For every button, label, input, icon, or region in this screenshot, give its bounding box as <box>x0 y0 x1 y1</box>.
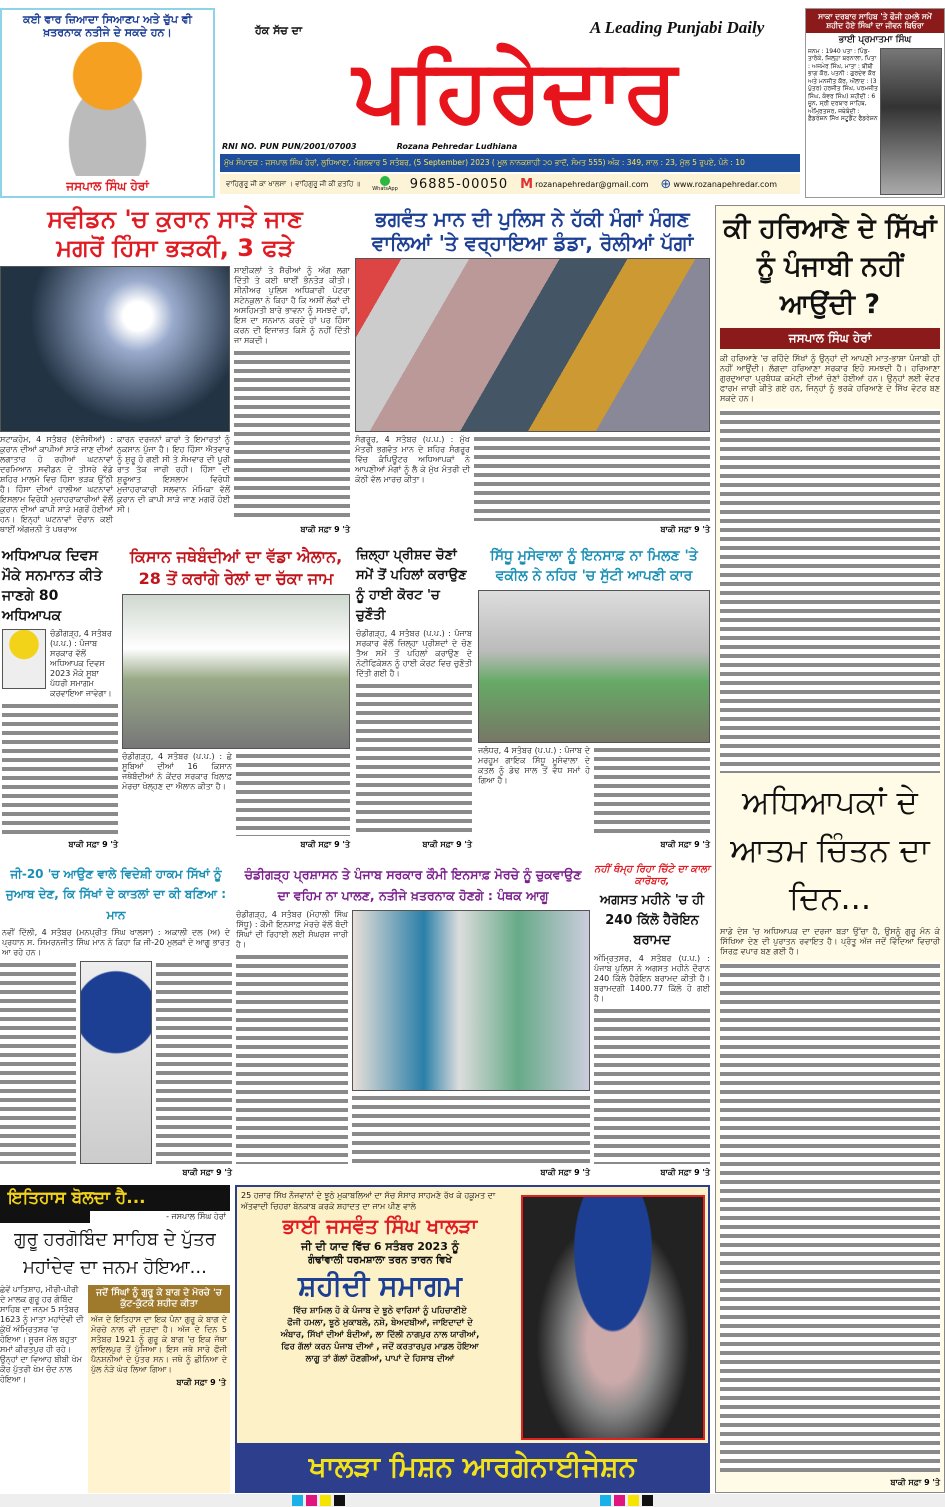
police-protest-photo <box>355 258 710 432</box>
history-body-row <box>0 1285 230 1493</box>
header-info-block <box>220 142 800 194</box>
ad-intro: 25 ਹਜ਼ਾਰ ਸਿੱਖ ਨੌਜਵਾਨਾਂ ਦੇ ਝੂਠੇ ਮੁਕਾਬਲਿਆਂ ਦਾ ਸੱਚ ਸੰਸਾਰ ਸਾਹਮਣੇ ਰੱਖ ਕੇ ਹਕੂਮਤ ਦਾ ਅੱਤਵਾਦੀ ਚਿਹਰਾ ਬੇਨਕਾਬ ਕਰਕੇ ਸ਼ਹਾਦਤ ਦਾ ਜਾਮ ਪੀਣ ਵਾਲੇ <box>241 1191 496 1211</box>
ad-venue: ਗੰਢਾਂਵਾਲੀ ਧਰਮਸ਼ਾਲਾ ਤਰਨ ਤਾਰਨ ਵਿਖੇ <box>308 1255 452 1267</box>
kisan-continued[interactable]: ਬਾਕੀ ਸਫ਼ਾ 9 'ਤੇ <box>300 840 350 849</box>
sweden-right <box>234 266 350 535</box>
khalra-ad <box>235 1185 710 1493</box>
morcha-headline: ਚੰਡੀਗੜ੍ਹ ਪ੍ਰਸ਼ਾਸਨ ਤੇ ਪੰਜਾਬ ਸਰਕਾਰ ਕੌਮੀ ਇਨਸਾਫ਼ ਮੋਰਚੇ ਨੂੰ ਚੁਕਵਾਉਣ ਦਾ ਵਹਿਮ ਨਾ ਪਾਲਣ, ਨਤੀਜੇ ਖ਼ਤਰਨਾਕ ਹੋਣਗੇ : ਪੰਥਕ ਆਗੂ <box>244 867 582 904</box>
greeting: ਵਾਹਿਗੁਰੂ ਜੀ ਕਾ ਖਾਲਸਾ । ਵਾਹਿਗੁਰੂ ਜੀ ਕੀ ਫ਼ਤਹਿ ॥ <box>226 179 361 188</box>
teachers-editorial-lines <box>720 962 940 1472</box>
print-registration-marks <box>0 1494 945 1507</box>
police-right <box>474 435 710 535</box>
history-banner <box>0 1185 230 1223</box>
heroin-continued[interactable]: ਬਾਕੀ ਸਫ਼ਾ 9 'ਤੇ <box>660 1168 710 1177</box>
editorial-column <box>715 205 945 1493</box>
black-mark <box>334 1495 345 1506</box>
martyr-bio-row <box>806 48 944 197</box>
zila-body-lines <box>356 682 472 836</box>
email-link[interactable]: rozanapehredar@gmail.com <box>535 179 649 189</box>
morcha-story <box>236 864 590 1178</box>
magenta-mark <box>614 1495 625 1506</box>
magenta-mark <box>306 1495 317 1506</box>
sidhu-story <box>478 546 710 850</box>
ad-event-title: ਸ਼ਹੀਦੀ ਸਮਾਗਮ <box>298 1269 462 1303</box>
teachers-day-lines <box>2 702 118 836</box>
history-byline: - ਜਸਪਾਲ ਸਿੰਘ ਹੇਰਾਂ <box>90 1211 230 1223</box>
history-body: ਛੇਵੇਂ ਪਾਤਿਸ਼ਾਹ, ਮੀਰੀ-ਪੀਰੀ ਦੇ ਮਾਲਕ ਗੁਰੂ ਹਰ ਗੋਬਿੰਦ ਸਾਹਿਬ ਦਾ ਜਨਮ 5 ਸਤੰਬਰ 1623 ਨੂੰ ਮਾਤਾ ਮਹਾਂਦੇਵੀ ਦੀ ਕੁੱਖੋਂ ਅੰਮ੍ਰਿਤਸਰ 'ਚ ਹੋਇਆ। ਸੂਰਜ ਮੱਲ ਬਹੁਤਾ ਸਮਾਂ ਕੀਰਤਪੁਰ ਹੀ ਰਹੇ। ਉਨ੍ਹਾਂ ਦਾ ਵਿਆਹ ਬੀਬੀ ਖੇਮ ਕੌਰ ਪੁੱਤਰੀ ਖੇਮ ਚੰਦ ਨਾਲ ਹੋਇਆ। <box>0 1285 84 1384</box>
sweden-story <box>0 205 350 535</box>
morcha-left <box>236 910 348 1165</box>
martyr-name: ਭਾਈ ਪ੍ਰਮਾਤਮਾ ਸਿੰਘ <box>838 35 912 45</box>
heroin-headline: ਅਗਸਤ ਮਹੀਨੇ 'ਚ ਹੀ 240 ਕਿੱਲੋ ਹੈਰੋਇਨ ਬਰਾਮਦ <box>600 893 704 948</box>
editor-name: ਜਸਪਾਲ ਸਿੰਘ ਹੇਰਾਂ <box>66 178 149 193</box>
info-bar: ਮੁੱਖ ਸੰਪਾਦਕ : ਜਸਪਾਲ ਸਿੰਘ ਹੇਰਾਂ, ਲੁਧਿਆਣਾ, ਮੰਗਲਵਾਰ 5 ਸਤੰਬਰ, (5 September) 2023 ( ਮੂਲ ਨਾਨਕਸ਼ਾਹੀ ੨੦ ਭਾਦੋਂ, ਸੰਮਤ 555) ਅੰਕ : 349, ਸਾਲ : 23, ਮੁੱਲ 5 ਰੁਪਏ, ਪੰਨੇ : 10 <box>220 154 800 172</box>
martyr-box-title: ਸਾਕਾ ਦਰਬਾਰ ਸਾਹਿਬ 'ਤੇ ਫੌਜੀ ਹਮਲੇ ਸਮੇਂ ਸ਼ਹੀਦ ਹੋਏ ਸਿੰਘਾਂ ਦਾ ਜੀਵਨ ਬਿਓਰਾ <box>806 9 944 33</box>
g20-story <box>0 864 232 1178</box>
car-in-canal-photo <box>478 590 710 743</box>
morcha-gathering-photo <box>352 910 590 1092</box>
tagline: ਹੱਕ ਸੱਚ ਦਾ <box>255 24 303 37</box>
sweden-body: ਸਟਾਕਹੋਮ, 4 ਸਤੰਬਰ (ਏਜੰਸੀਆਂ) : ਕੁਰਾਨ ਦੀਆਂ ਕਾਪੀਆਂ ਸਾੜੇ ਜਾਣ ਦੀਆਂ ਲਗਾਤਾਰ ਹੋ ਰਹੀਆਂ ਘਟਨਾਵਾਂ ਦਰਮਿਆਨ ਸਵੀਡਨ ਦੇ ਤੀਸਰੇ ਵੱਡੇ ਸ਼ਹਿਰ ਮਾਲਮੋ ਵਿਚ ਹਿੰਸਾ ਭੜਕ ਉੱਠੀ ਹੈ। ਹਿੰਸਾ ਦੀਆਂ ਹਾਲੀਆ ਘਟਨਾਵਾਂ ਇਸਲਾਮ ਵਿਰੋਧੀ ਮੁਜ਼ਾਹਰਾਕਾਰੀਆਂ ਵੱਲੋਂ ਕੁਰਾਨ ਦੀਆਂ ਕਾਪੀ ਸਾੜੇ ਮਗਰੋਂ ਹੋਈਆਂ ਹਨ। ਇਨ੍ਹਾਂ ਘਟਨਾਵਾਂ ਦੌਰਾਨ ਕਈ ਥਾਈਂ ਅੱਗਜ਼ਨੀ ਤੇ ਪਥਰਾਅ <box>0 435 113 534</box>
sweden-headline: ਸਵੀਡਨ 'ਚ ਕੁਰਾਨ ਸਾੜੇ ਜਾਣ ਮਗਰੋਂ ਹਿੰਸਾ ਭੜਕੀ, 3 ਫੜੇ <box>47 205 303 262</box>
guru-ka-bagh-box <box>88 1285 230 1493</box>
whatsapp-icon <box>380 176 390 186</box>
kisan-text-row <box>122 752 350 836</box>
zila-story <box>356 546 472 850</box>
edition-label: Rozana Pehredar Ludhiana <box>396 142 518 151</box>
guru-ka-bagh-body: ਅੱਜ ਦੇ ਇਤਿਹਾਸ ਦਾ ਇਕ ਪੰਨਾ ਗੁਰੂ ਕੇ ਬਾਗ ਦੇ ਮੋਰਚੇ ਨਾਲ ਵੀ ਜੁੜਦਾ ਹੈ। ਅੱਜ ਦੇ ਦਿਨ 5 ਸਤੰਬਰ 1921 ਨੂੰ ਗੁਰੂ ਕੇ ਬਾਗ 'ਚ ਇਕ ਜੱਥਾ ਲਾਇਲਪੁਰ ਤੋਂ ਪੁੱਜਿਆ। ਇਸ ਜਥੇ ਸਾਰੇ ਫੌਜੀ ਪੈਨਸ਼ਨੀਆਂ ਦੇ ਪੁੱਤਰ ਸਨ। ਜਥੇ ਨੂੰ ਛੀਨਿਆ ਦੇ ਪੁੱਲ ਨੇੜੇ ਘੇਰ ਲਿਆ ਗਿਆ। <box>91 1314 227 1374</box>
kisan-body-lines <box>236 752 350 836</box>
teachers-editorial-body: ਸਾਡੇ ਦੇਸ਼ 'ਚ ਅਧਿਆਪਕ ਦਾ ਦਰਜਾ ਬੜਾ ਉੱਚਾ ਹੈ, ਉਸਨੂੰ ਗੁਰੂ ਮੰਨ ਕੇ ਸਿੱਖਿਆ ਦੇਣ ਦੀ ਪੁਰਾਤਨ ਰਵਾਇਤ ਹੈ। ਪ੍ਰੰਤੂ ਅੱਜ ਜਦੋਂ ਵਿੱਦਿਆ ਵਿਚਾਰੀ ਸਿਰਫ਼ ਵਪਾਰ ਬਣ ਗਈ ਹੈ। <box>720 927 940 957</box>
cyan-mark <box>292 1495 303 1506</box>
left-editor-box <box>0 8 215 198</box>
sidhu-headline: ਸਿੱਧੂ ਮੂਸੇਵਾਲਾ ਨੂੰ ਇਨਸਾਫ਼ ਨਾ ਮਿਲਣ 'ਤੇ ਵਕੀਲ ਨੇ ਨਹਿਰ 'ਚ ਸੁੱਟੀ ਆਪਣੀ ਕਾਰ <box>490 548 698 585</box>
zila-headline: ਜ਼ਿਲ੍ਹਾ ਪ੍ਰੀਸ਼ਦ ਚੋਣਾਂ ਸਮੇਂ ਤੋਂ ਪਹਿਲਾਂ ਕਰਾਉਣ ਨੂੰ ਹਾਈ ਕੋਰਟ 'ਚ ਚੁਣੌਤੀ <box>356 548 467 623</box>
teachers-editorial-headline: ਅਧਿਆਪਕਾਂ ਦੇ ਆਤਮ ਚਿੰਤਨ ਦਾ ਦਿਨ... <box>730 783 930 918</box>
heroin-body-lines <box>594 1007 710 1164</box>
heroin-body: ਅੰਮ੍ਰਿਤਸਰ, 4 ਸਤੰਬਰ (ਪ.ਪ.) : ਪੰਜਾਬ ਪੁਲਿਸ ਨੇ ਅਗਸਤ ਮਹੀਨੇ ਦੌਰਾਨ 240 ਕਿੱਲੋ ਹੈਰੋਇਨ ਬਰਾਮਦ ਕੀਤੀ ਹੈ। ਬਰਾਮਦਗੀ 1400.77 ਕਿੱਲੋ ਹੋ ਗਈ ਹੈ। <box>594 954 710 1003</box>
morcha-continued[interactable]: ਬਾਕੀ ਸਫ਼ਾ 9 'ਤੇ <box>540 1168 590 1177</box>
editor-photo <box>40 42 175 175</box>
heroin-kicker: ਨਹੀਂ ਥੰਮ੍ਹ ਰਿਹਾ ਚਿੱਟੇ ਦਾ ਕਾਲਾ ਕਾਰੋਬਾਰ, <box>594 864 710 887</box>
police-body: ਸੰਗਰੂਰ, 4 ਸਤੰਬਰ (ਪ.ਪ.) : ਮੁੱਖ ਮੰਤਰੀ ਭਗਵੰਤ ਮਾਨ ਦੇ ਸ਼ਹਿਰ ਸੰਗਰੂਰ ਵਿੱਚ ਕੰਪਿਊਟਰ ਅਧਿਆਪਕਾਂ ਨੇ ਆਪਣੀਆਂ ਮੰਗਾਂ ਨੂੰ ਲੈ ਕੇ ਮੁੱਖ ਮੰਤਰੀ ਦੀ ਕੋਠੀ ਵੱਲ ਮਾਰਚ ਕੀਤਾ। <box>355 435 470 484</box>
kisan-headline: ਕਿਸਾਨ ਜਥੇਬੰਦੀਆਂ ਦਾ ਵੱਡਾ ਐਲਾਨ, 28 ਤੋਂ ਕਰਾਂਗੇ ਰੇਲਾਂ ਦਾ ਚੱਕਾ ਜਾਮ <box>129 547 343 589</box>
zila-continued[interactable]: ਬਾਕੀ ਸਫ਼ਾ 9 'ਤੇ <box>422 840 472 849</box>
martyr-bio-box <box>805 8 945 198</box>
sweden-body-2: ਕਾਰਨ ਦਰਜਨਾਂ ਕਾਰਾਂ ਤੇ ਇਮਾਰਤਾਂ ਨੂੰ ਨੁਕਸਾਨ ਪੁੱਜਾ ਹੈ। ਇਹ ਹਿੰਸਾ ਐਤਵਾਰ ਨੂੰ ਸ਼ੁਰੂ ਹੋ ਗਈ ਸੀ ਤੇ ਸੋਮਵਾਰ ਦੀ ਪੂਰੀ ਰਾਤ ਤੱਕ ਜਾਰੀ ਰਹੀ। ਹਿੰਸਾ ਦੀ ਸ਼ੁਰੂਆਤ ਇਸਲਾਮ ਵਿਰੋਧੀ ਮੁਜ਼ਾਹਰਾਕਾਰੀ ਸਲਵਾਨ ਮੋਮਿਕਾ ਵੱਲੋਂ ਕੁਰਾਨ ਦੀ ਕਾਪੀ ਸਾੜੇ ਜਾਣ ਮਗਰੋਂ ਹੋਈ ਸੀ। <box>117 435 230 514</box>
morcha-body-lines <box>236 953 348 1165</box>
kisan-story <box>122 546 350 850</box>
g20-body-lines-right <box>156 961 232 1164</box>
morcha-right <box>352 910 590 1165</box>
editorial-byline: ਜਸਪਾਲ ਸਿੰਘ ਹੇਰਾਂ <box>720 328 940 348</box>
morcha-body-lines-2 <box>352 1094 590 1164</box>
cyan-mark <box>600 1495 611 1506</box>
yellow-mark <box>628 1495 639 1506</box>
ad-martyr-name: ਭਾਈ ਜਸਵੰਤ ਸਿੰਘ ਖਾਲੜਾ <box>282 1214 478 1238</box>
rni-number: RNI NO. PUN PUN/2001/07003 <box>222 142 357 151</box>
heroin-story <box>594 864 710 1178</box>
martyr-photo <box>880 48 942 195</box>
police-story <box>355 207 710 535</box>
sidhu-body-lines <box>594 746 710 836</box>
sweden-body-lines <box>234 349 350 521</box>
sidhu-text-row <box>478 746 710 836</box>
police-headline: ਭਗਵੰਤ ਮਾਨ ਦੀ ਪੁਲਿਸ ਨੇ ਹੱਕੀ ਮੰਗਾਂ ਮੰਗਣ ਵਾਲਿਆਂ 'ਤੇ ਵਰ੍ਹਾਇਆ ਡੰਡਾ, ਰੋਲੀਆਂ ਪੱਗਾਂ <box>371 207 694 255</box>
teachers-day-headline: ਅਧਿਆਪਕ ਦਿਵਸ ਮੌਕੇ ਸਨਮਾਨਤ ਕੀਤੇ ਜਾਣਗੇ 80 ਅਧਿਆਪਕ <box>2 548 103 624</box>
g20-body: ਨਵੀਂ ਦਿੱਲੀ, 4 ਸਤੰਬਰ (ਮਨਪ੍ਰੀਤ ਸਿੰਘ ਖਾਲਸਾ) : ਅਕਾਲੀ ਦਲ (ਅ) ਦੇ ਪ੍ਰਧਾਨ ਸ. ਸਿਮਰਨਜੀਤ ਸਿੰਘ ਮਾਨ ਨੇ ਕਿਹਾ ਕਿ ਜੀ-20 ਮੁਲਕਾਂ ਦੇ ਆਗੂ ਭਾਰਤ ਆ ਰਹੇ ਹਨ। <box>2 928 230 958</box>
ad-khalra-photo <box>521 1195 705 1440</box>
masthead-logo: ਪਹਿਰੇਦਾਰ <box>352 41 678 141</box>
history-continued[interactable]: ਬਾਕੀ ਸਫ਼ਾ 9 'ਤੇ <box>176 1377 226 1387</box>
teachers-day-story <box>2 546 118 850</box>
sweden-text-row <box>0 435 230 535</box>
whatsapp-badge <box>372 176 398 192</box>
editorial-headline: ਕੀ ਹਰਿਆਣੇ ਦੇ ਸਿੱਖਾਂ ਨੂੰ ਪੰਜਾਬੀ ਨਹੀਂ ਆਉਂਦੀ ? <box>723 213 937 320</box>
website-link[interactable]: www.rozanapehredar.com <box>673 179 778 189</box>
police-continued[interactable]: ਬਾਕੀ ਸਫ਼ਾ 9 'ਤੇ <box>660 525 710 534</box>
teachers-official-photo <box>2 629 46 689</box>
black-mark <box>642 1495 653 1506</box>
police-body-lines <box>474 435 710 521</box>
ad-text-column <box>241 1190 519 1442</box>
editor-quote: ਕਈ ਵਾਰ ਜ਼ਿਆਦਾ ਸਿਆਣਪ ਅਤੇ ਚੁੱਪ ਵੀ ਖ਼ਤਰਨਾਕ ਨਤੀਜੇ ਦੇ ਸਕਦੇ ਹਨ। <box>23 13 192 40</box>
kisan-body: ਚੰਡੀਗੜ੍ਹ, 4 ਸਤੰਬਰ (ਪ.ਪ.) : ਛੇ ਸੂਬਿਆਂ ਦੀਆਂ 16 ਕਿਸਾਨ ਜਥੇਬੰਦੀਆਂ ਨੇ ਕੇਂਦਰ ਸਰਕਾਰ ਖ਼ਿਲਾਫ਼ ਮੋਰਚਾ ਖੋਲ੍ਹਣ ਦਾ ਐਲਾਨ ਕੀਤਾ ਹੈ। <box>122 752 232 791</box>
g20-continued[interactable]: ਬਾਕੀ ਸਫ਼ਾ 9 'ਤੇ <box>182 1168 232 1177</box>
history-banner-title: ਇਤਿਹਾਸ ਬੋਲਦਾ ਹੈ... <box>8 1188 146 1208</box>
g20-photo-row <box>0 961 232 1164</box>
history-headline: ਗੁਰੂ ਹਰਗੋਬਿੰਦ ਸਾਹਿਬ ਦੇ ਪੁੱਤਰ ਮਹਾਂਦੇਵ ਦਾ ਜਨਮ ਹੋਇਆ... <box>14 1229 216 1278</box>
zila-body: ਚੰਡੀਗੜ੍ਹ, 4 ਸਤੰਬਰ (ਪ.ਪ.) : ਪੰਜਾਬ ਸਰਕਾਰ ਵੱਲੋਂ ਜ਼ਿਲ੍ਹਾ ਪ੍ਰੀਸ਼ਦਾਂ ਦੇ ਚੋਣ ਤੈਅ ਸਮੇਂ ਤੋਂ ਪਹਿਲਾਂ ਕਰਾਉਣ ਦੇ ਨੋਟੀਫਿਕੇਸ਼ਨ ਨੂੰ ਹਾਈ ਕੋਰਟ ਵਿਚ ਚੁਣੌਤੀ ਦਿੱਤੀ ਗਈ ਹੈ। <box>356 629 472 678</box>
sidhu-body: ਜਲੰਧਰ, 4 ਸਤੰਬਰ (ਪ.ਪ.) : ਪੰਜਾਬ ਦੇ ਮਰਹੂਮ ਗਾਇਕ ਸਿੱਧੂ ਮੂਸੇਵਾਲਾ ਦੇ ਕਤਲ ਨੂੰ ਡੇਢ ਸਾਲ ਤੋਂ ਵੱਧ ਸਮਾਂ ਹੋ ਗਿਆ ਹੈ। <box>478 746 590 785</box>
sweden-left <box>0 266 230 535</box>
ad-date-line: ਜੀ ਦੀ ਯਾਦ ਵਿੱਚ 6 ਸਤੰਬਰ 2023 ਨੂੰ <box>301 1240 459 1253</box>
editorial-body-lines <box>720 409 940 773</box>
morcha-body-row <box>236 910 590 1165</box>
g20-headline: ਜੀ-20 'ਚ ਆਉਣ ਵਾਲੇ ਵਿਦੇਸ਼ੀ ਹਾਕਮ ਸਿੱਖਾਂ ਨੂੰ ਜੁਆਬ ਦੇਣ, ਕਿ ਸਿੱਖਾਂ ਦੇ ਕਾਤਲਾਂ ਦਾ ਕੀ ਬਣਿਆ : ਮਾਨ <box>5 867 227 922</box>
whatsapp-label: WhatsApp <box>372 186 398 192</box>
police-text-row <box>355 435 710 535</box>
teachers-day-body: ਚੰਡੀਗੜ੍ਹ, 4 ਸਤੰਬਰ (ਪ.ਪ.) : ਪੰਜਾਬ ਸਰਕਾਰ ਵੱਲੋਂ ਅਧਿਆਪਕ ਦਿਵਸ 2023 ਮੌਕੇ ਸੂਬਾ ਪੱਧਰੀ ਸਮਾਗਮ ਕਰਵਾਇਆ ਜਾਵੇਗਾ। <box>50 629 112 698</box>
sweden-riot-photo <box>0 266 230 432</box>
teachers-day-continued[interactable]: ਬਾਕੀ ਸਫ਼ਾ 9 'ਤੇ <box>68 840 118 849</box>
rni-row <box>220 142 800 152</box>
yellow-mark <box>320 1495 331 1506</box>
sweden-body-area <box>0 266 350 535</box>
g20-body-lines-left <box>0 961 76 1164</box>
sidhu-continued[interactable]: ਬਾਕੀ ਸਫ਼ਾ 9 'ਤੇ <box>660 840 710 849</box>
martyr-bio: ਜਨਮ : 1940 ਪਤਾ : ਪਿੰਡ- ਤਾਰੋਕੇ, ਜ਼ਿਲ੍ਹਾ ਬਰਨਾਲਾ, ਪਿਤਾ : ਅਜਮੇਰ ਸਿੰਘ, ਮਾਤਾ : ਬੀਬੀ ਭਾਗ ਕੌਰ, ਪਤਨੀ : ਗੁਰਦੇਵ ਕੌਰ ਅਤੇ ਮਨਜੀਤ ਕੌਰ, ਔਲਾਦ : (3 ਪੁੱਤਰ) ਹਰਜੀਤ ਸਿੰਘ, ਪਰਮਜੀਤ ਸਿੰਘ, ਕੰਵਰ ਸਿੰਘ) ਸ਼ਹੀਦੀ : 6 ਜੂਨ, ਸ੍ਰੀ ਦਰਬਾਰ ਸਾਹਿਬ, ਅੰਮ੍ਰਿਤਸਰ, ਜਥੇਬੰਦੀ : ਫ਼ੈਡਰੇਸ਼ਨ ਸਿੱਖ ਸਟੂਡੈਂਟ ਫੈਡਰੇਸ਼ਨ <box>808 47 878 123</box>
phone-number[interactable]: 96885-00050 <box>409 176 509 192</box>
editorial-continued[interactable]: ਬਾਕੀ ਸਫ਼ਾ 9 'ਤੇ <box>890 1478 940 1488</box>
ad-organization: ਖਾਲੜਾ ਮਿਸ਼ਨ ਆਰਗੇਨਾਈਜੇਸ਼ਨ <box>237 1443 708 1491</box>
english-tagline: A Leading Punjabi Daily <box>590 18 765 37</box>
contact-strip <box>220 174 800 194</box>
guru-ka-bagh-title: ਜਦੋਂ ਸਿੰਘਾਂ ਨੂੰ ਗੁਰੂ ਕੇ ਬਾਗ ਦੇ ਮੋਰਚੇ 'ਚ ਕੁੱਟ-ਕੁੱਟਕੇ ਸ਼ਹੀਦ ਕੀਤਾ <box>88 1285 230 1313</box>
mann-portrait-photo <box>80 961 152 1164</box>
sweden-continued[interactable]: ਬਾਕੀ ਸਫ਼ਾ 9 'ਤੇ <box>300 525 350 534</box>
ad-lines: ਵਿੱਚ ਸ਼ਾਮਿਲ ਹੋ ਕੇ ਪੰਜਾਬ ਦੇ ਝੂਠੇ ਵਾਰਿਸਾਂ ਨੂੰ ਪਹਿਚਾਣੀਏ ਫੌਜੀ ਹਮਲਾ, ਝੂਠੇ ਮੁਕਾਬਲੇ, ਨਸ਼ੇ, ਬੇਅਦਬੀਆਂ, ਜਾਇਦਾਦਾਂ ਦੇ ਅੰਬਾਰ, ਸਿੱਖਾਂ ਦੀਆਂ ਬੰਦੀਆਂ, ਲਾ ਦਿੱਲੀ ਨਾਗਪੁਰ ਨਾਲ ਯਾਰੀਆਂ, ਫਿਰ ਗੱਲਾਂ ਕਰਨ ਪੰਜਾਬ ਦੀਆਂ , ਜਦੋਂ ਕਰਤਾਰਪੁਰ ਮਾਡਲ ਹੋਇਆ ਲਾਗੂ ਤਾਂ ਗੱਲਾਂ ਹੋਣਗੀਆਂ, ਪਾਪਾਂ ਦੇ ਹਿਸਾਬ ਦੀਆਂ <box>280 1305 480 1364</box>
teachers-day-row <box>2 629 118 699</box>
globe-icon: ⊕ <box>660 176 672 192</box>
morcha-body: ਚੰਡੀਗੜ੍ਹ, 4 ਸਤੰਬਰ (ਮੋਹਾਲੀ ਸਿੰਘ ਸਿੱਧੂ) : ਕੌਮੀ ਇਨਸਾਫ਼ ਮੋਰਚੇ ਵੱਲੋਂ ਬੰਦੀ ਸਿੰਘਾਂ ਦੀ ਰਿਹਾਈ ਲਈ ਸੰਘਰਸ਼ ਜਾਰੀ ਹੈ। <box>236 909 348 949</box>
sweden-body-3: ਸਾਈਕਲਾਂ ਤੇ ਸ਼ੈਰੀਆਂ ਨੂੰ ਅੱਗ ਲਗਾ ਦਿੱਤੀ ਤੇ ਕਈ ਥਾਈਂ ਭੰਨਤੋੜ ਕੀਤੀ। ਸੀਨੀਅਰ ਪੁਲਿਸ ਅਧਿਕਾਰੀ ਪੇਟਰਾ ਸਟੇਨਕੁਲਾ ਨੇ ਕਿਹਾ ਹੈ ਕਿ ਅਸੀਂ ਲੋਕਾਂ ਦੀ ਅਸਹਿਮਤੀ ਬਾਰੇ ਭਾਵਨਾ ਨੂੰ ਸਮਝਦੇ ਹਾਂ, ਇਸ ਦਾ ਸਨਮਾਨ ਕਰਦੇ ਹਾਂ ਪਰ ਹਿੰਸਾ ਕਰਨ ਦੀ ਇਜਾਜ਼ਤ ਕਿਸੇ ਨੂੰ ਨਹੀਂ ਦਿੱਤੀ ਜਾ ਸਕਦੀ। <box>234 265 350 345</box>
editorial-body: ਕੀ ਹਰਿਆਣੇ 'ਚ ਰਹਿੰਦੇ ਸਿੱਖਾਂ ਨੂੰ ਉਨ੍ਹਾਂ ਦੀ ਆਪਣੀ ਮਾਤ-ਭਾਸ਼ਾ ਪੰਜਾਬੀ ਹੀ ਨਹੀਂ ਆਉਂਦੀ। ਲੱਗਦਾ ਹਰਿਆਣਾ ਸਰਕਾਰ ਇਹੋ ਸਮਝਦੀ ਹੈ। ਹਰਿਆਣਾ ਗੁਰਦੁਆਰਾ ਪ੍ਰਬੰਧਕ ਕਮੇਟੀ ਦੀਆਂ ਚੋਣਾਂ ਹੋਈਆਂ ਹਨ। ਉਨ੍ਹਾਂ ਲਈ ਵੋਟਰ ਫਾਰਮ ਜਾਰੀ ਕੀਤੇ ਗਏ ਹਨ, ਜਿਨ੍ਹਾਂ ਨੂੰ ਭਰਕੇ ਹਰਿਆਣੇ ਦੇ ਸਿੱਖ ਵੋਟਰ ਬਣ ਸਕਦੇ ਹਨ। <box>720 353 940 403</box>
gmail-icon: M <box>520 176 534 192</box>
kisan-rail-protest-photo <box>122 594 350 749</box>
history-column <box>0 1185 230 1493</box>
